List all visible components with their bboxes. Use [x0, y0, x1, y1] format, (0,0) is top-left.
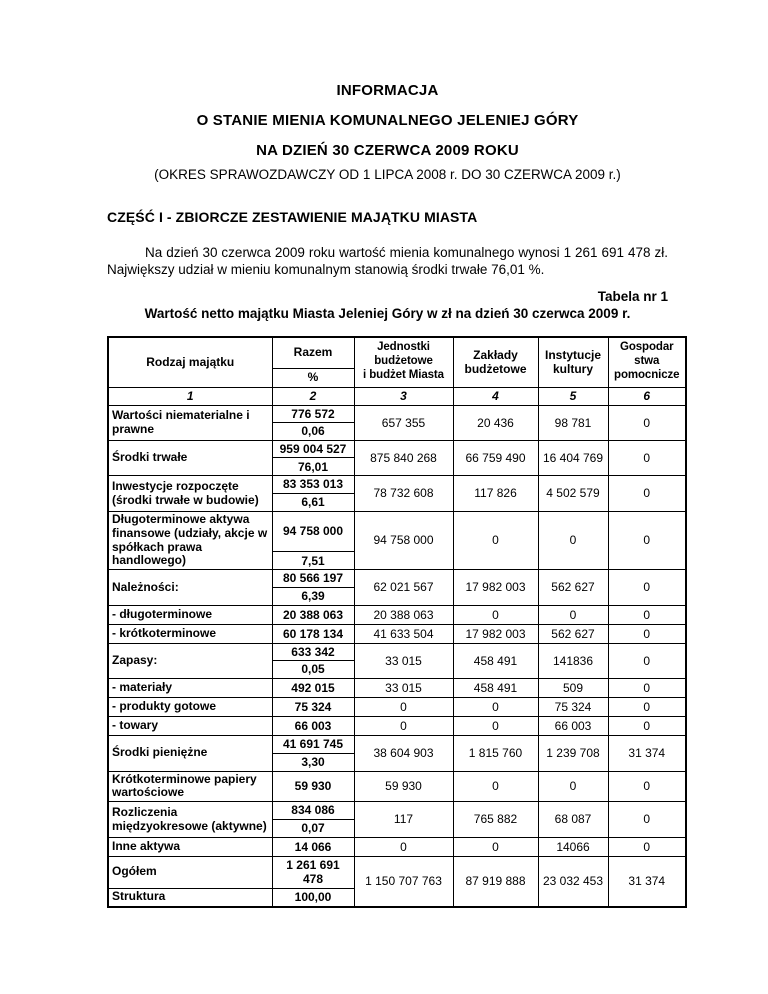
- razem-value: 59 930: [272, 771, 354, 802]
- percent-value: 76,01: [272, 458, 354, 476]
- table-number-label: Tabela nr 1: [597, 288, 668, 304]
- cell-value: 0: [608, 440, 686, 475]
- table-row: [108, 476, 686, 493]
- cell-value: 0: [608, 476, 686, 511]
- column-number: 2: [272, 387, 354, 405]
- row-label: Długoterminowe aktywa finansowe (udziały, akcje w spółkach prawa handlowego): [108, 511, 272, 570]
- cell-value: 66 003: [538, 717, 608, 736]
- doc-subtitle: (OKRES SPRAWOZDAWCZY OD 1 LIPCA 2008 r. DO 30 CZERWCA 2009 r.): [154, 167, 621, 182]
- row-label: Środki pieniężne: [108, 736, 272, 771]
- cell-value: 20 388 063: [354, 605, 453, 624]
- percent-value: 6,39: [272, 587, 354, 605]
- cell-value: 1 150 707 763: [354, 856, 453, 906]
- cell-value: 59 930: [354, 771, 453, 802]
- percent-value: 100,00: [272, 888, 354, 907]
- cell-value: 1 815 760: [453, 736, 538, 771]
- table-row: [108, 736, 686, 753]
- column-number-row: [108, 387, 686, 405]
- table-row: [108, 605, 686, 624]
- cell-value: 0: [354, 717, 453, 736]
- cell-value: 62 021 567: [354, 570, 453, 605]
- column-number: 5: [538, 387, 608, 405]
- cell-value: 0: [608, 624, 686, 643]
- row-label: Zapasy:: [108, 643, 272, 678]
- cell-value: 0: [453, 605, 538, 624]
- cell-value: 17 982 003: [453, 570, 538, 605]
- row-label: Środki trwałe: [108, 440, 272, 475]
- table-row: [108, 771, 686, 802]
- cell-value: 458 491: [453, 679, 538, 698]
- table-row: [108, 802, 686, 819]
- cell-value: 17 982 003: [453, 624, 538, 643]
- razem-value: 41 691 745: [272, 736, 354, 753]
- row-label: Inne aktywa: [108, 837, 272, 856]
- cell-value: 38 604 903: [354, 736, 453, 771]
- table-header-percent: %: [272, 368, 354, 387]
- razem-value: 633 342: [272, 643, 354, 660]
- razem-value: 83 353 013: [272, 476, 354, 493]
- table-row: [108, 837, 686, 856]
- cell-value: 41 633 504: [354, 624, 453, 643]
- razem-value: 834 086: [272, 802, 354, 819]
- table-header-rodzaj: Rodzaj majątku: [108, 337, 272, 388]
- razem-value: 60 178 134: [272, 624, 354, 643]
- cell-value: 0: [608, 698, 686, 717]
- table-header-gospodarstwa: Gospodar stwa pomocnicze: [608, 337, 686, 388]
- cell-value: 78 732 608: [354, 476, 453, 511]
- table-row: [108, 679, 686, 698]
- percent-value: 3,30: [272, 753, 354, 771]
- cell-value: 0: [453, 771, 538, 802]
- row-label: - długoterminowe: [108, 605, 272, 624]
- cell-value: 33 015: [354, 679, 453, 698]
- row-label: - produkty gotowe: [108, 698, 272, 717]
- cell-value: 98 781: [538, 405, 608, 440]
- row-label: - materiały: [108, 679, 272, 698]
- table-row: [108, 643, 686, 660]
- cell-value: 68 087: [538, 802, 608, 837]
- column-number: 3: [354, 387, 453, 405]
- cell-value: 562 627: [538, 624, 608, 643]
- cell-value: 4 502 579: [538, 476, 608, 511]
- razem-value: 94 758 000: [272, 511, 354, 552]
- cell-value: 0: [453, 511, 538, 570]
- cell-value: 875 840 268: [354, 440, 453, 475]
- table-row: [108, 405, 686, 422]
- cell-value: 20 436: [453, 405, 538, 440]
- row-label: Ogółem: [108, 856, 272, 888]
- razem-value: 1 261 691 478: [272, 856, 354, 888]
- section-heading: CZĘŚĆ I - ZBIORCZE ZESTAWIENIE MAJĄTKU MIASTA: [107, 209, 478, 225]
- cell-value: 0: [608, 605, 686, 624]
- cell-value: 31 374: [608, 856, 686, 906]
- cell-value: 94 758 000: [354, 511, 453, 570]
- table-header-zaklady: Zakłady budżetowe: [453, 337, 538, 388]
- cell-value: 0: [538, 511, 608, 570]
- table-row: [108, 698, 686, 717]
- row-label: - towary: [108, 717, 272, 736]
- cell-value: 87 919 888: [453, 856, 538, 906]
- cell-value: 509: [538, 679, 608, 698]
- cell-value: 33 015: [354, 643, 453, 678]
- razem-value: 20 388 063: [272, 605, 354, 624]
- column-number: 6: [608, 387, 686, 405]
- cell-value: 0: [608, 405, 686, 440]
- row-label: Należności:: [108, 570, 272, 605]
- razem-value: 80 566 197: [272, 570, 354, 587]
- cell-value: 66 759 490: [453, 440, 538, 475]
- cell-value: 0: [354, 698, 453, 717]
- percent-value: 0,05: [272, 661, 354, 679]
- cell-value: 117: [354, 802, 453, 837]
- row-label: Rozliczenia międzyokresowe (aktywne): [108, 802, 272, 837]
- row-label: Struktura: [108, 888, 272, 907]
- intro-paragraph: Na dzień 30 czerwca 2009 roku wartość mienia komunalnego wynosi 1 261 691 478 zł. Największy udział w mieniu komunalnym stanowią środki trwałe 76,01 %.: [107, 245, 668, 277]
- cell-value: 0: [608, 717, 686, 736]
- doc-title-line-2: O STANIE MIENIA KOMUNALNEGO JELENIEJ GÓRY: [196, 112, 579, 129]
- table-row: [108, 440, 686, 457]
- table-caption: Wartość netto majątku Miasta Jeleniej Góry w zł na dzień 30 czerwca 2009 r.: [144, 305, 631, 321]
- cell-value: 0: [608, 679, 686, 698]
- razem-value: 14 066: [272, 837, 354, 856]
- percent-value: 0,06: [272, 422, 354, 440]
- percent-value: 7,51: [272, 552, 354, 570]
- cell-value: 765 882: [453, 802, 538, 837]
- cell-value: 0: [538, 771, 608, 802]
- cell-value: 0: [608, 771, 686, 802]
- razem-value: 776 572: [272, 405, 354, 422]
- table-header-razem: Razem: [272, 337, 354, 369]
- cell-value: 14066: [538, 837, 608, 856]
- table-row: [108, 511, 686, 552]
- table-row: [108, 717, 686, 736]
- cell-value: 0: [453, 698, 538, 717]
- cell-value: 141836: [538, 643, 608, 678]
- doc-title-line-1: INFORMACJA: [336, 82, 439, 99]
- cell-value: 0: [608, 802, 686, 837]
- table-row: [108, 570, 686, 587]
- cell-value: 458 491: [453, 643, 538, 678]
- cell-value: 0: [608, 837, 686, 856]
- cell-value: 117 826: [453, 476, 538, 511]
- table-row: [108, 856, 686, 888]
- table-header-jednostki: Jednostki budżetowe i budżet Miasta: [354, 337, 453, 388]
- percent-value: 0,07: [272, 819, 354, 837]
- percent-value: 6,61: [272, 493, 354, 511]
- cell-value: 0: [608, 511, 686, 570]
- doc-title-line-3: NA DZIEŃ 30 CZERWCA 2009 ROKU: [256, 142, 519, 159]
- table-header-instytucje: Instytucje kultury: [538, 337, 608, 388]
- asset-table: [107, 336, 687, 908]
- cell-value: 657 355: [354, 405, 453, 440]
- razem-value: 66 003: [272, 717, 354, 736]
- cell-value: 0: [608, 643, 686, 678]
- razem-value: 492 015: [272, 679, 354, 698]
- razem-value: 75 324: [272, 698, 354, 717]
- cell-value: 75 324: [538, 698, 608, 717]
- cell-value: 0: [354, 837, 453, 856]
- title-block: [107, 76, 668, 183]
- cell-value: 0: [608, 570, 686, 605]
- cell-value: 31 374: [608, 736, 686, 771]
- razem-value: 959 004 527: [272, 440, 354, 457]
- cell-value: 0: [538, 605, 608, 624]
- asset-table-body: [108, 405, 686, 906]
- row-label: - krótkoterminowe: [108, 624, 272, 643]
- cell-value: 0: [453, 717, 538, 736]
- row-label: Wartości niematerialne i prawne: [108, 405, 272, 440]
- table-row: [108, 624, 686, 643]
- cell-value: 16 404 769: [538, 440, 608, 475]
- cell-value: 1 239 708: [538, 736, 608, 771]
- row-label: Krótkoterminowe papiery wartościowe: [108, 771, 272, 802]
- cell-value: 23 032 453: [538, 856, 608, 906]
- row-label: Inwestycje rozpoczęte (środki trwałe w budowie): [108, 476, 272, 511]
- cell-value: 562 627: [538, 570, 608, 605]
- column-number: 1: [108, 387, 272, 405]
- document-content: [107, 0, 680, 908]
- column-number: 4: [453, 387, 538, 405]
- cell-value: 0: [453, 837, 538, 856]
